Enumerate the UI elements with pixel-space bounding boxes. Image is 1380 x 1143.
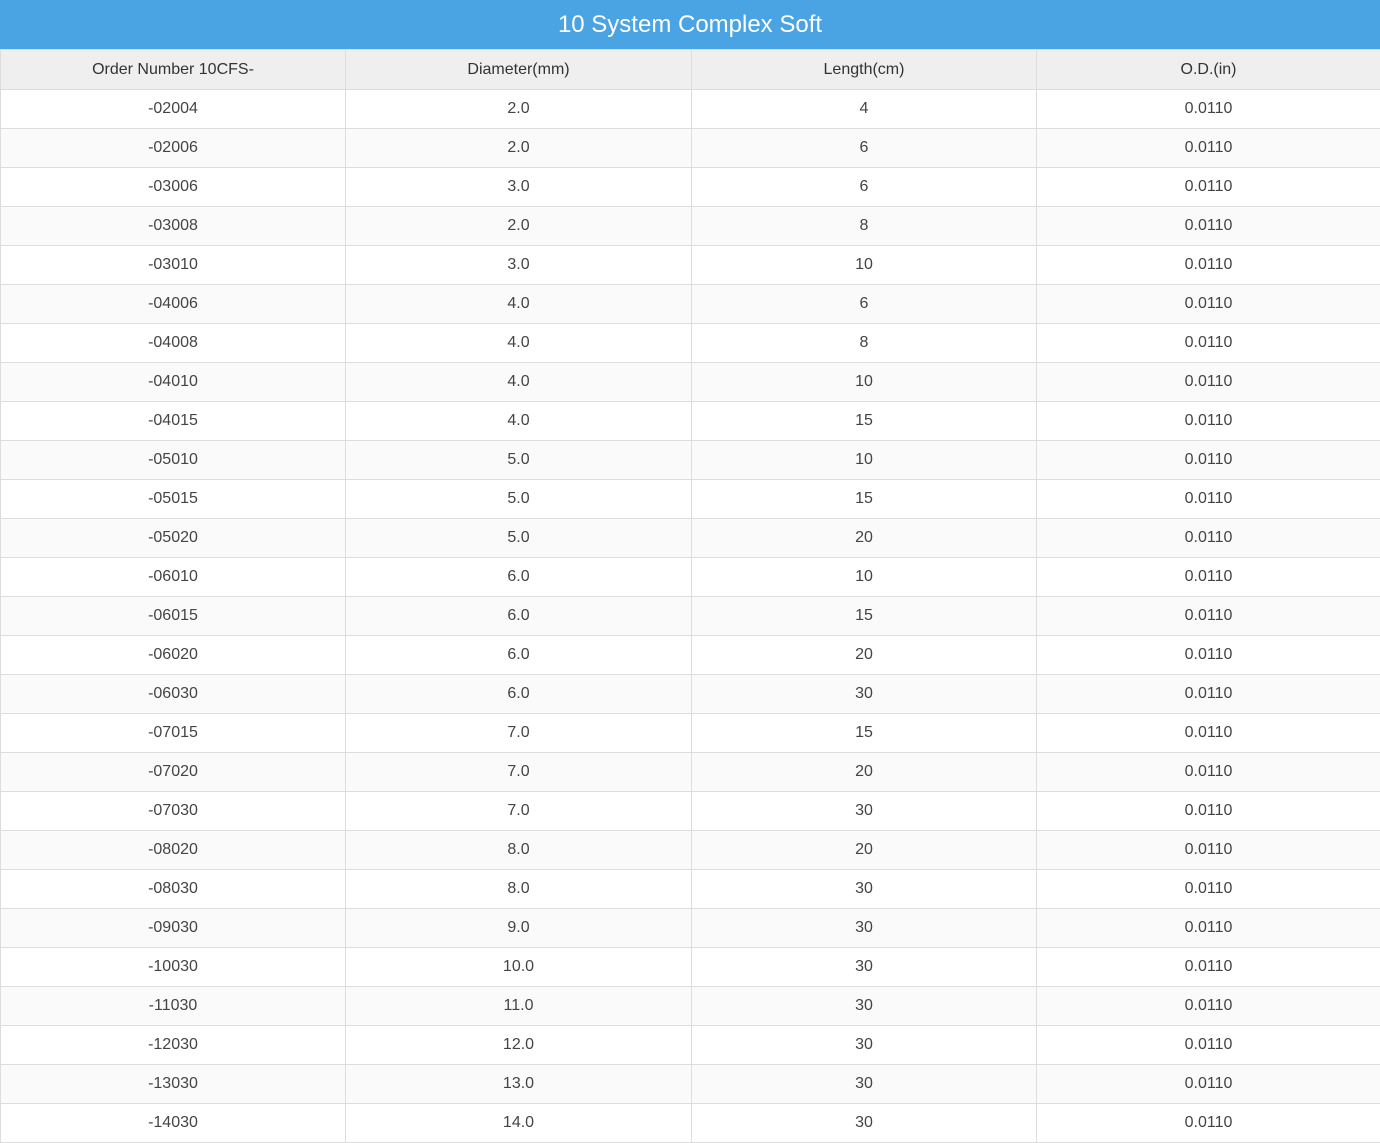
od-cell: 0.0110 [1037, 636, 1380, 675]
order-number-cell: -05010 [1, 441, 346, 480]
table-row [1, 324, 1380, 363]
table-row [1, 753, 1380, 792]
diameter-cell: 7.0 [346, 714, 692, 753]
table-row [1, 168, 1380, 207]
od-cell: 0.0110 [1037, 402, 1380, 441]
diameter-cell: 13.0 [346, 1065, 692, 1104]
diameter-cell: 5.0 [346, 480, 692, 519]
diameter-cell: 7.0 [346, 753, 692, 792]
diameter-cell: 14.0 [346, 1104, 692, 1143]
od-cell: 0.0110 [1037, 1104, 1380, 1143]
od-cell: 0.0110 [1037, 246, 1380, 285]
od-cell: 0.0110 [1037, 753, 1380, 792]
diameter-cell: 6.0 [346, 636, 692, 675]
header-length: Length(cm) [692, 50, 1037, 90]
table-row [1, 675, 1380, 714]
order-number-cell: -03006 [1, 168, 346, 207]
length-cell: 20 [692, 519, 1037, 558]
order-number-cell: -06010 [1, 558, 346, 597]
header-row [1, 50, 1380, 90]
table-row [1, 480, 1380, 519]
table-row [1, 597, 1380, 636]
length-cell: 15 [692, 402, 1037, 441]
od-cell: 0.0110 [1037, 909, 1380, 948]
length-cell: 30 [692, 1065, 1037, 1104]
od-cell: 0.0110 [1037, 441, 1380, 480]
table-row [1, 987, 1380, 1026]
od-cell: 0.0110 [1037, 714, 1380, 753]
header-diameter: Diameter(mm) [346, 50, 692, 90]
length-cell: 15 [692, 597, 1037, 636]
table-row [1, 558, 1380, 597]
order-number-cell: -04010 [1, 363, 346, 402]
diameter-cell: 11.0 [346, 987, 692, 1026]
order-number-cell: -07015 [1, 714, 346, 753]
header-od: O.D.(in) [1037, 50, 1380, 90]
order-number-cell: -06020 [1, 636, 346, 675]
order-number-cell: -10030 [1, 948, 346, 987]
length-cell: 6 [692, 129, 1037, 168]
diameter-cell: 5.0 [346, 519, 692, 558]
order-number-cell: -05020 [1, 519, 346, 558]
order-number-cell: -07030 [1, 792, 346, 831]
od-cell: 0.0110 [1037, 285, 1380, 324]
od-cell: 0.0110 [1037, 129, 1380, 168]
diameter-cell: 2.0 [346, 90, 692, 129]
diameter-cell: 10.0 [346, 948, 692, 987]
order-number-cell: -12030 [1, 1026, 346, 1065]
table-title: 10 System Complex Soft [0, 0, 1380, 49]
od-cell: 0.0110 [1037, 597, 1380, 636]
order-number-cell: -04015 [1, 402, 346, 441]
length-cell: 30 [692, 675, 1037, 714]
table-row [1, 870, 1380, 909]
od-cell: 0.0110 [1037, 831, 1380, 870]
diameter-cell: 4.0 [346, 402, 692, 441]
length-cell: 20 [692, 831, 1037, 870]
od-cell: 0.0110 [1037, 90, 1380, 129]
diameter-cell: 6.0 [346, 675, 692, 714]
length-cell: 6 [692, 168, 1037, 207]
length-cell: 20 [692, 753, 1037, 792]
od-cell: 0.0110 [1037, 1065, 1380, 1104]
order-number-cell: -04006 [1, 285, 346, 324]
length-cell: 30 [692, 987, 1037, 1026]
od-cell: 0.0110 [1037, 168, 1380, 207]
order-number-cell: -03010 [1, 246, 346, 285]
od-cell: 0.0110 [1037, 675, 1380, 714]
diameter-cell: 7.0 [346, 792, 692, 831]
length-cell: 8 [692, 207, 1037, 246]
diameter-cell: 6.0 [346, 558, 692, 597]
length-cell: 30 [692, 948, 1037, 987]
table-row [1, 792, 1380, 831]
length-cell: 30 [692, 909, 1037, 948]
order-number-cell: -08020 [1, 831, 346, 870]
table-row [1, 363, 1380, 402]
table-row [1, 636, 1380, 675]
od-cell: 0.0110 [1037, 948, 1380, 987]
table-row [1, 1026, 1380, 1065]
diameter-cell: 8.0 [346, 831, 692, 870]
order-number-cell: -14030 [1, 1104, 346, 1143]
spec-table [0, 49, 1380, 1143]
table-row [1, 285, 1380, 324]
order-number-cell: -02006 [1, 129, 346, 168]
order-number-cell: -09030 [1, 909, 346, 948]
table-row [1, 207, 1380, 246]
od-cell: 0.0110 [1037, 870, 1380, 909]
length-cell: 10 [692, 558, 1037, 597]
table-header [1, 50, 1380, 90]
length-cell: 10 [692, 246, 1037, 285]
order-number-cell: -05015 [1, 480, 346, 519]
od-cell: 0.0110 [1037, 558, 1380, 597]
table-row [1, 1065, 1380, 1104]
od-cell: 0.0110 [1037, 1026, 1380, 1065]
od-cell: 0.0110 [1037, 207, 1380, 246]
length-cell: 30 [692, 870, 1037, 909]
diameter-cell: 9.0 [346, 909, 692, 948]
order-number-cell: -06030 [1, 675, 346, 714]
table-row [1, 519, 1380, 558]
od-cell: 0.0110 [1037, 987, 1380, 1026]
length-cell: 15 [692, 480, 1037, 519]
diameter-cell: 4.0 [346, 363, 692, 402]
od-cell: 0.0110 [1037, 792, 1380, 831]
table-row [1, 90, 1380, 129]
length-cell: 30 [692, 1026, 1037, 1065]
table-row [1, 948, 1380, 987]
length-cell: 8 [692, 324, 1037, 363]
length-cell: 20 [692, 636, 1037, 675]
od-cell: 0.0110 [1037, 363, 1380, 402]
diameter-cell: 5.0 [346, 441, 692, 480]
diameter-cell: 4.0 [346, 324, 692, 363]
table-row [1, 129, 1380, 168]
table-row [1, 1104, 1380, 1143]
length-cell: 10 [692, 363, 1037, 402]
order-number-cell: -13030 [1, 1065, 346, 1104]
table-row [1, 402, 1380, 441]
diameter-cell: 8.0 [346, 870, 692, 909]
length-cell: 30 [692, 792, 1037, 831]
table-row [1, 909, 1380, 948]
length-cell: 15 [692, 714, 1037, 753]
table-row [1, 246, 1380, 285]
header-order-number: Order Number 10CFS- [1, 50, 346, 90]
order-number-cell: -11030 [1, 987, 346, 1026]
od-cell: 0.0110 [1037, 519, 1380, 558]
length-cell: 4 [692, 90, 1037, 129]
table-row [1, 714, 1380, 753]
length-cell: 6 [692, 285, 1037, 324]
diameter-cell: 2.0 [346, 207, 692, 246]
order-number-cell: -03008 [1, 207, 346, 246]
length-cell: 10 [692, 441, 1037, 480]
table-body [1, 90, 1380, 1143]
od-cell: 0.0110 [1037, 480, 1380, 519]
length-cell: 30 [692, 1104, 1037, 1143]
diameter-cell: 2.0 [346, 129, 692, 168]
table-row [1, 441, 1380, 480]
diameter-cell: 3.0 [346, 168, 692, 207]
diameter-cell: 3.0 [346, 246, 692, 285]
table-row [1, 831, 1380, 870]
order-number-cell: -06015 [1, 597, 346, 636]
order-number-cell: -08030 [1, 870, 346, 909]
order-number-cell: -02004 [1, 90, 346, 129]
diameter-cell: 4.0 [346, 285, 692, 324]
diameter-cell: 12.0 [346, 1026, 692, 1065]
od-cell: 0.0110 [1037, 324, 1380, 363]
order-number-cell: -04008 [1, 324, 346, 363]
order-number-cell: -07020 [1, 753, 346, 792]
diameter-cell: 6.0 [346, 597, 692, 636]
